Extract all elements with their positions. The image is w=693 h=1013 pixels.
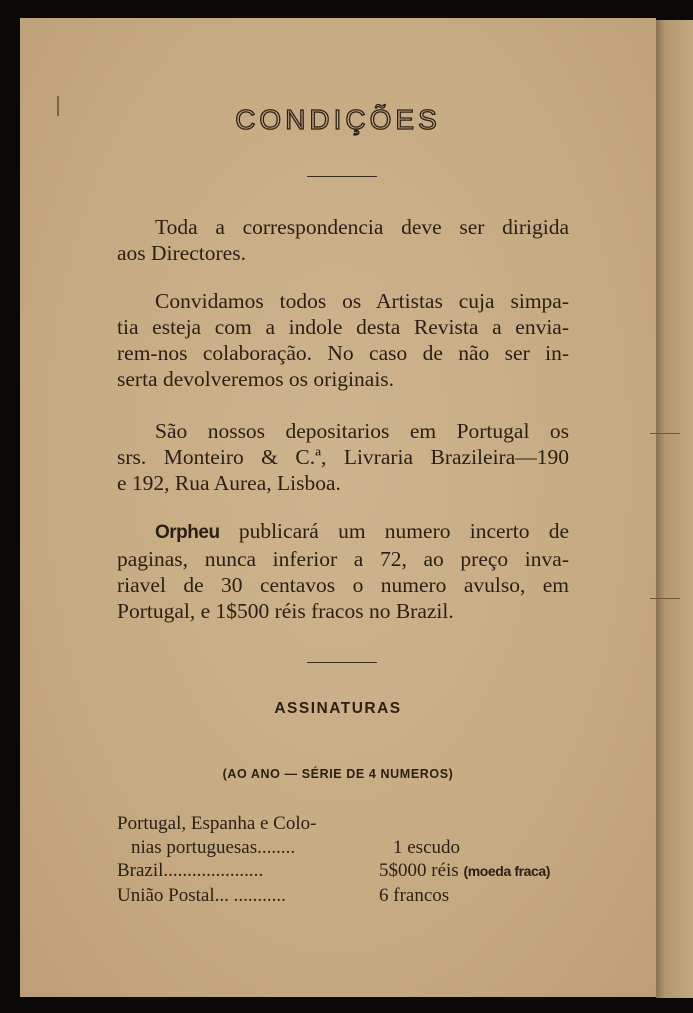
paragraph-orpheu [117, 518, 569, 624]
text-line: Convidamos todos os Artistas cuja simpa- [155, 289, 569, 313]
text-fragment: publicará um numero incerto de [219, 519, 569, 543]
rate-label: Portugal, Espanha e Colo- [117, 813, 317, 834]
text-line: tia esteja com a indole desta Revista a envia- [117, 315, 569, 339]
text-line: riavel de 30 centavos o numero avulso, em [117, 573, 569, 597]
rate-row [117, 884, 577, 908]
adjacent-page-edge [656, 20, 693, 998]
divider-top [307, 176, 377, 177]
rate-amount: 5$000 réis [379, 860, 459, 881]
text-line [117, 518, 569, 546]
page-title: CONDIÇÕES [235, 104, 441, 135]
rate-label: União Postal... ........... [117, 884, 286, 906]
rate-value: 6 francos [379, 884, 450, 906]
rate-row [117, 812, 577, 836]
page-edge-mark [650, 598, 680, 599]
rate-row [117, 859, 577, 884]
text-line: e 192, Rua Aurea, Lisboa. [117, 471, 341, 495]
text-line: Portugal, e 1$500 réis fracos no Brazil. [117, 599, 454, 623]
text-line: paginas, nunca inferior a 72, ao preço inva- [117, 547, 569, 571]
divider-bottom [307, 662, 377, 663]
paragraph-artists [117, 288, 569, 392]
subscription-rates [117, 812, 577, 907]
paragraph-depositaries [117, 418, 569, 496]
text-line: srs. Monteiro & C.ª, Livraria Brazileira—190 [117, 445, 569, 469]
rate-row [117, 836, 577, 860]
rate-note: (moeda fraca) [463, 863, 551, 879]
orpheu-name: Orpheu [155, 522, 220, 543]
subscriptions-heading: ASSINATURAS [274, 700, 402, 717]
rate-label: nias portuguesas........ [131, 836, 296, 858]
subscriptions-subheading: (AO ANO — SÉRIE DE 4 NUMEROS) [222, 767, 454, 781]
text-line: aos Directores. [117, 241, 246, 265]
text-line: São nossos depositarios em Portugal os [155, 419, 569, 443]
rate-value [379, 859, 577, 884]
paragraph-correspondence [117, 214, 569, 266]
text-line: serta devolveremos os originais. [117, 367, 395, 391]
document-page [20, 18, 656, 997]
rate-value: 1 escudo [393, 836, 461, 858]
rate-value [379, 812, 577, 836]
text-line: Toda a correspondencia deve ser dirigida [155, 215, 569, 239]
text-line: rem-nos colaboração. No caso de não ser in- [117, 341, 569, 365]
page-edge-mark [650, 433, 680, 434]
rate-label: Brazil..................... [117, 860, 264, 881]
